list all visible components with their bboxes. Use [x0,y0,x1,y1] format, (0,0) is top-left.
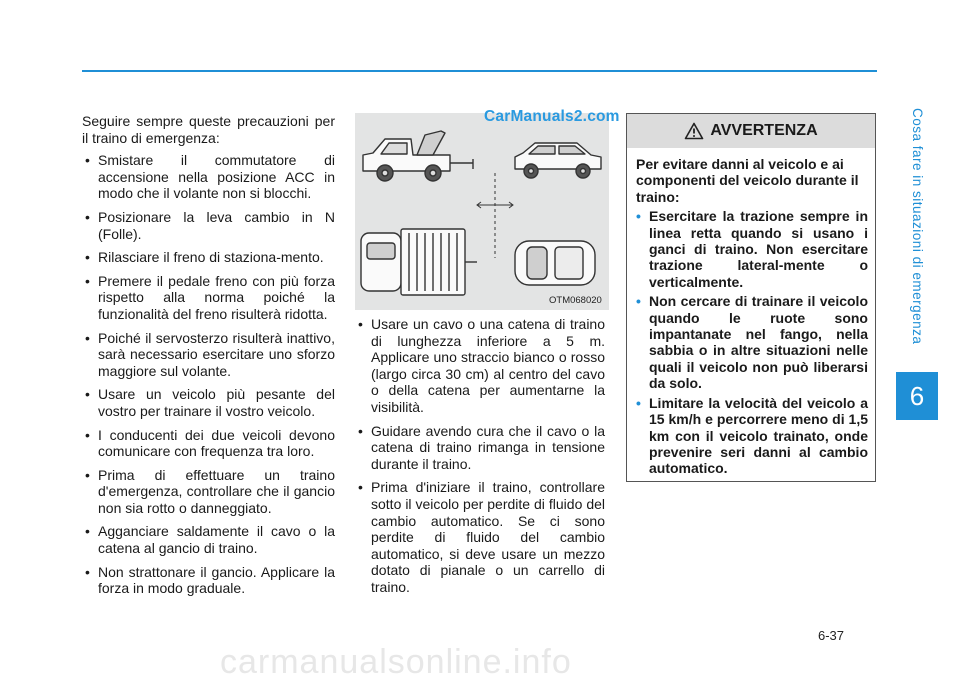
main-column-left [82,113,335,604]
list-item: • Limitare la velocità del veicolo a 15 km/h e percorrere meno di 1,5 km con il veicolo trainato, onde prevenire seri danni al cambio automatico. [636,395,868,477]
list-item: • Non cercare di trainare il veicolo quando le ruote sono impantanate nel fango, nella sabbia o in altre situazioni nelle quali il veicolo non può liberarsi da solo. [636,293,868,391]
tow-truck-side-icon [363,131,473,181]
list-item: • Agganciare saldamente il cavo o la catena al gancio di traino. [82,523,335,556]
list-item: • Esercitare la trazione sempre in linea retta quando si usano i ganci di traino. Non esercitare trazione lateral-mente o verticalmente. [636,208,868,290]
towing-diagram [355,113,609,310]
list-item: • Usare un cavo o una catena di traino di lunghezza inferiore a 5 m. Applicare uno straccio bianco o rosso (largo circa 30 cm) al centro del cavo o della catena per aumentarne la visibilità. [355,316,605,416]
suv-side-icon [515,143,601,178]
main-column-middle [355,316,605,603]
distance-indicator [477,173,513,258]
list-item: • Smistare il commutatore di accensione nella posizione ACC in modo che il volante non si blocchi. [82,152,335,202]
towing-intro: Seguire sempre queste precauzioni per il traino di emergenza: [82,113,335,146]
warning-triangle-icon [684,122,704,140]
chapter-side-title: Cosa fare in situazioni di emergenza [910,108,925,345]
warning-title: AVVERTENZA [710,122,818,139]
figure-code: OTM068020 [549,295,602,306]
list-item: • Posizionare la leva cambio in N (Folle). [82,209,335,242]
page-number: 6-37 [818,628,845,643]
warning-intro: Per evitare danni al veicolo e ai componenti del veicolo durante il traino: [636,156,859,205]
chapter-number-tab: 6 [896,372,938,420]
list-item: • Guidare avendo cura che il cavo o la catena di traino rimanga in tensione durante il traino. [355,423,605,473]
list-item: • Poiché il servosterzo risulterà inattivo, sarà necessario esercitare uno sforzo maggiore sul volante. [82,330,335,380]
list-item: • Premere il pedale freno con più forza rispetto alla norma poiché la funzionalità del freno risulterà ridotta. [82,273,335,323]
tow-truck-top-icon [361,229,477,295]
towing-illustration [355,113,609,310]
list-item: • Prima di effettuare un traino d'emergenza, controllare che il gancio non sia rotto o danneggiato. [82,467,335,517]
suv-top-icon [515,241,595,285]
list-item: • Non strattonare il gancio. Applicare la forza in modo graduale. [82,564,335,597]
watermark: carmanualsonline.info [220,643,572,681]
towing-instructions-list [355,316,605,596]
header-rule [82,70,877,72]
list-item: • I conducenti dei due veicoli devono comunicare con frequenza tra loro. [82,427,335,460]
list-item: • Prima d'iniziare il traino, controllare sotto il veicolo per perdite di fluido del cambio automatico. Se ci sono perdite di fluido del cambio automatico, si deve usare un mezzo dotato di pianale o un carrello di traino. [355,479,605,595]
warning-box [626,113,876,482]
list-item: • Usare un veicolo più pesante del vostro per trainare il vostro veicolo. [82,386,335,419]
warning-list [636,208,868,477]
figure-site-label: CarManuals2.com [484,108,620,125]
precautions-list [82,152,335,597]
warning-body [636,156,868,480]
warning-header [627,114,875,148]
list-item: • Rilasciare il freno di staziona-mento. [82,249,335,266]
